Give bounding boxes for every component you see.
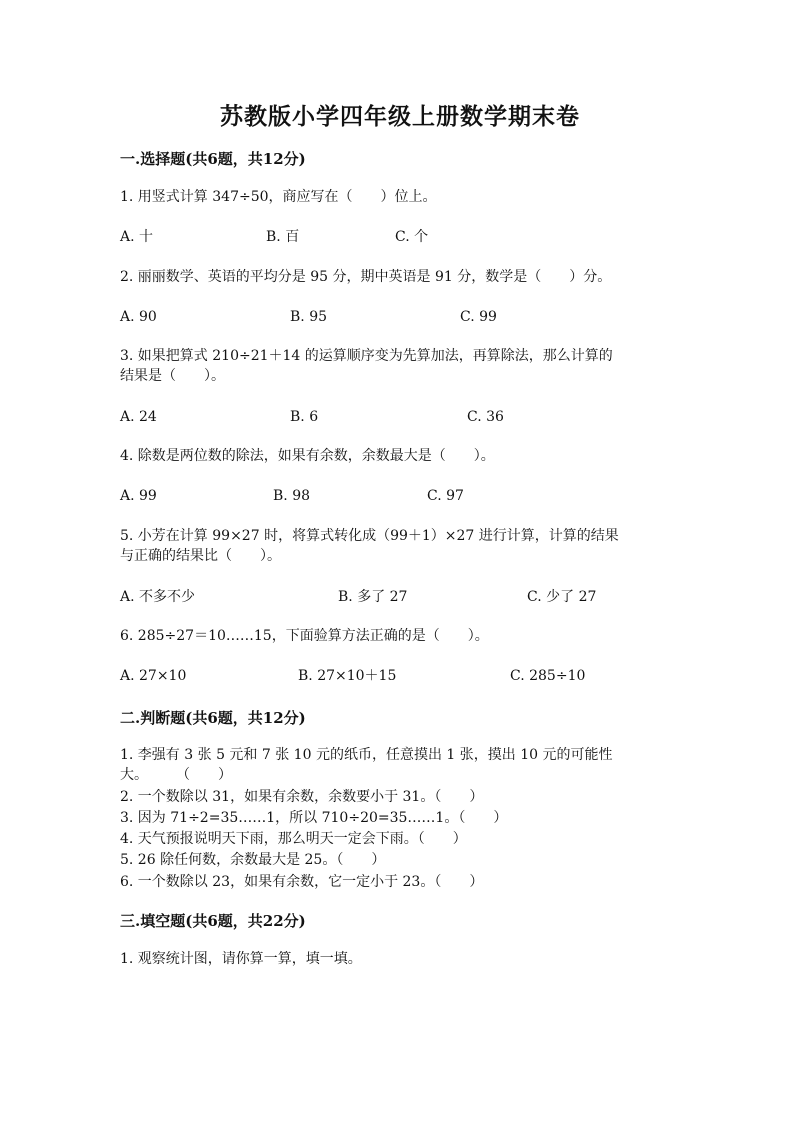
option-1-1-c: C. 个 [395, 229, 429, 245]
option-1-5-b: B. 多了 27 [338, 589, 408, 605]
option-1-1-a: A. 十 [120, 229, 154, 245]
option-1-6-a: A. 27×10 [120, 668, 187, 684]
option-1-4-b: B. 98 [273, 488, 311, 504]
option-1-5-a: A. 不多不少 [120, 589, 196, 605]
question-2-1-line1: 1. 李强有 3 张 5 元和 7 张 10 元的纸币，任意摸出 1 张，摸出 10 元的可能性 [120, 747, 613, 763]
question-1-1: 1. 用竖式计算 347÷50，商应写在（ ）位上。 [120, 189, 437, 205]
option-1-2-c: C. 99 [460, 309, 497, 325]
option-1-6-c: C. 285÷10 [510, 668, 586, 684]
question-1-3-line2: 结果是（ ）。 [120, 368, 225, 384]
question-2-6: 6. 一个数除以 23，如果有余数，它一定小于 23。（ ） [120, 874, 484, 890]
question-1-3-line1: 3. 如果把算式 210÷21＋14 的运算顺序变为先算加法，再算除法，那么计算的 [120, 348, 613, 364]
section-true-false-heading: 二.判断题(共6题，共12分) [120, 709, 306, 727]
question-2-4: 4. 天气预报说明天下雨，那么明天一定会下雨。（ ） [120, 831, 467, 847]
option-1-4-a: A. 99 [120, 488, 157, 504]
option-1-6-b: B. 27×10＋15 [298, 668, 397, 684]
option-1-3-c: C. 36 [467, 409, 504, 425]
option-1-3-a: A. 24 [120, 409, 157, 425]
section-multiple-choice-heading: 一.选择题(共6题，共12分) [120, 150, 306, 168]
option-1-4-c: C. 97 [427, 488, 464, 504]
page-title: 苏教版小学四年级上册数学期末卷 [220, 103, 580, 130]
question-2-5: 5. 26 除任何数，余数最大是 25。（ ） [120, 852, 386, 868]
question-1-2: 2. 丽丽数学、英语的平均分是 95 分，期中英语是 91 分，数学是（ ）分。 [120, 269, 612, 285]
question-3-1: 1. 观察统计图，请你算一算，填一填。 [120, 951, 362, 967]
question-1-4: 4. 除数是两位数的除法，如果有余数，余数最大是（ ）。 [120, 448, 495, 464]
option-1-3-b: B. 6 [290, 409, 319, 425]
option-1-5-c: C. 少了 27 [527, 589, 597, 605]
question-1-5-line2: 与正确的结果比（ ）。 [120, 548, 281, 564]
section-fill-in-heading: 三.填空题(共6题，共22分) [120, 912, 306, 930]
option-1-2-b: B. 95 [290, 309, 328, 325]
option-1-1-b: B. 百 [266, 229, 300, 245]
question-2-3: 3. 因为 71÷2=35……1，所以 710÷20=35……1。（ ） [120, 810, 508, 826]
option-1-2-a: A. 90 [120, 309, 157, 325]
question-1-5-line1: 5. 小芳在计算 99×27 时，将算式转化成（99＋1）×27 进行计算，计算的结果 [120, 528, 619, 544]
question-2-1-line2: 大。 （ ） [120, 767, 232, 783]
question-1-6: 6. 285÷27＝10……15，下面验算方法正确的是（ ）。 [120, 628, 489, 644]
question-2-2: 2. 一个数除以 31，如果有余数，余数要小于 31。（ ） [120, 789, 484, 805]
